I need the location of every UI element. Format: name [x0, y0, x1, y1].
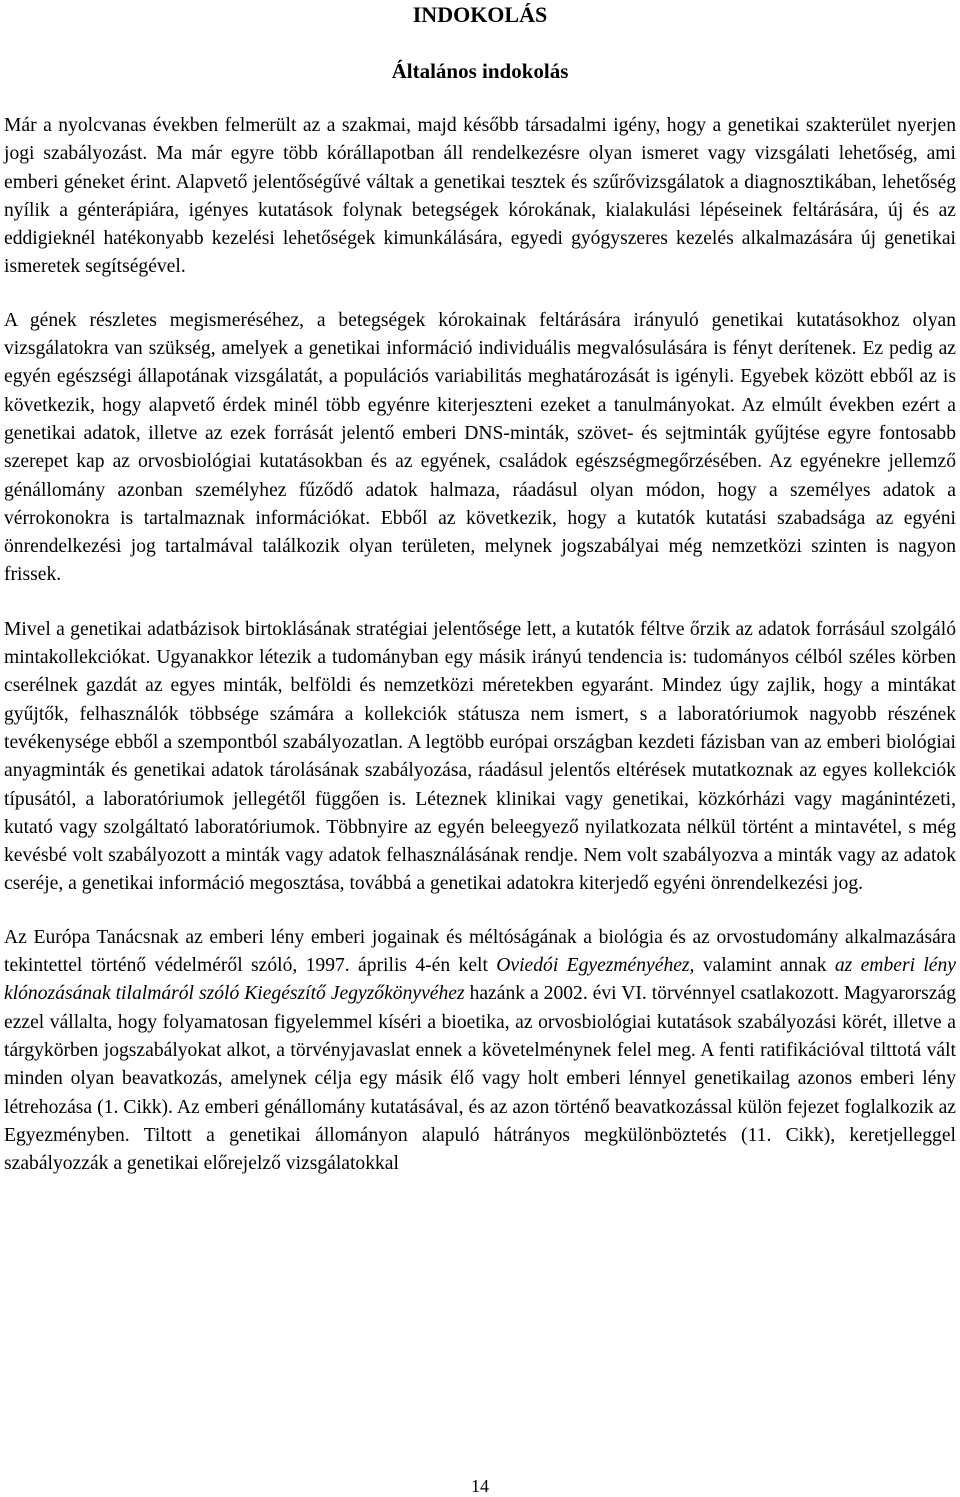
document-title: INDOKOLÁS — [412, 2, 548, 27]
paragraph-4-text-c: hazánk a 2002. évi VI. törvénnyel csatlakozott. Magyarország ezzel vállalta, hogy folyamatosan figyelemmel kíséri a bioetika, az orvosbiológiai kutatások szabályozási körét, illetve a tárgykörben jogszabályokat alkot, a törvényjavaslat ennek a követelménynek felel meg. A fenti ratifikációval tilttotá vált minden olyan beavatkozás, amelynek célja egy másik élő vagy holt emberi lénnyel genetikailag azonos emberi lény létrehozása (1. Cikk). Az emberi génállomány kutatásával, és az azon történő beavatkozással külön fejezet foglalkozik az Egyezményben. Tiltott a genetikai állományon alapuló hátrányos megkülönböztetés (11. Cikk), keretjelleggel szabályozzák a genetikai előrejelző vizsgálatokkal — [4, 983, 956, 1175]
cloning-protocol-title: az emberi lény klónozásának tilalmáról szóló Kiegészítő Jegyzőkönyvéhez — [4, 955, 956, 1005]
oviedo-convention-title: Oviedói Egyezményéhez, — [496, 955, 695, 977]
paragraph-4-text-a: Az Európa Tanácsnak az emberi lény emberi jogainak és méltóságának a biológia és az orvostudomány alkalmazására tekintettel történő védelméről szóló, 1997. április 4-én kelt — [4, 926, 956, 977]
section-subtitle: Általános indokolás — [391, 59, 569, 83]
document-page — [4, 0, 956, 1178]
page-number: 14 — [471, 1476, 489, 1496]
paragraph-1: Már a nyolcvanas években felmerült az a szakmai, majd később társadalmi igény, hogy a genetikai szakterület nyerjen jogi szabályozást. Ma már egyre több kórállapotban áll rendelkezésre olyan ismeret vagy vizsgálati lehetőség, ami emberi géneket érint. Alapvető jelentőségűvé váltak a genetikai tesztek és szűrővizsgálatok a diagnosztikában, lehetőség nyílik a génterápiára, igényes kutatások folynak betegségek kórokának, kialakulási lépéseinek feltárására, új és az eddigieknél hatékonyabb kezelési lehetőségek kimunkálására, egyedi gyógyszeres kezelés alkalmazására új genetikai ismeretek segítségével. — [4, 115, 956, 278]
paragraph-4 — [4, 924, 956, 1179]
paragraph-3: Mivel a genetikai adatbázisok birtoklásának stratégiai jelentősége lett, a kutatók féltve őrzik az adatok forrásául szolgáló mintakollekciókat. Ugyanakkor létezik a tudományban egy másik irányú tendencia is: tudományos célból széles körben cserélnek gazdát az egyes minták, belföldi és nemzetközi méretekben egyaránt. Mindez úgy zajlik, hogy a mintákat gyűjtők, felhasználók többsége számára a kollekciók státusza nem ismert, s a laboratóriumok nagyobb részének tevékenysége ebből a szempontból szabályozatlan. A legtöbb európai országban kezdeti fázisban van az emberi biológiai anyagminták és genetikai adatok tárolásának szabályozása, ráadásul jelentős eltérések mutatkoznak az egyes kollekciók típusától, a laboratóriumok jellegétől függően is. Léteznek klinikai vagy genetikai, közkórházi vagy magánintézeti, kutató vagy szolgáltató laboratóriumok. Többnyire az egyén beleegyező nyilatkozata nélkül történt a mintavétel, s még kevésbé volt szabályozott a minták vagy adatok felhasználásának rendje. Nem volt szabályozva a minták vagy az adatok cseréje, a genetikai információ megosztása, továbbá a genetikai adatokra kiterjedő egyéni önrendelkezési jog. — [4, 618, 956, 895]
paragraph-2: A gének részletes megismeréséhez, a betegségek kórokainak feltárására irányuló genetikai kutatásokhoz olyan vizsgálatokra van szükség, amelyek a genetikai információ individuális megvalósulására is fényt derítenek. Ez pedig az egyén egészségi állapotának vizsgálatát, a populációs variabilitás meghatározását is igényli. Egyebek között ebből az is következik, hogy alapvető érdek minél több egyénre kiterjeszteni ezeket a tanulmányokat. Az elmúlt években ezért a genetikai adatok, illetve az ezek forrását jelentő emberi DNS-minták, szövet- és sejtminták gyűjtése egyre fontosabb szerepet kap az orvosbiológiai kutatásokban és az egyének, családok egészségmegőrzésében. Az egyénekre jellemző génállomány azonban személyhez fűződő adatok halmaza, ráadásul olyan módon, hogy a személyes adatok a vérrokonokra is tartalmaznak információkat. Ebből az következik, hogy a kutatók kutatási szabadsága az egyéni önrendelkezési jog tartalmával találkozik olyan területen, melynek jogszabályai még nemzetközi szinten is nagyon frissek. — [4, 309, 956, 586]
paragraph-4-text-b: valamint annak — [694, 955, 835, 977]
